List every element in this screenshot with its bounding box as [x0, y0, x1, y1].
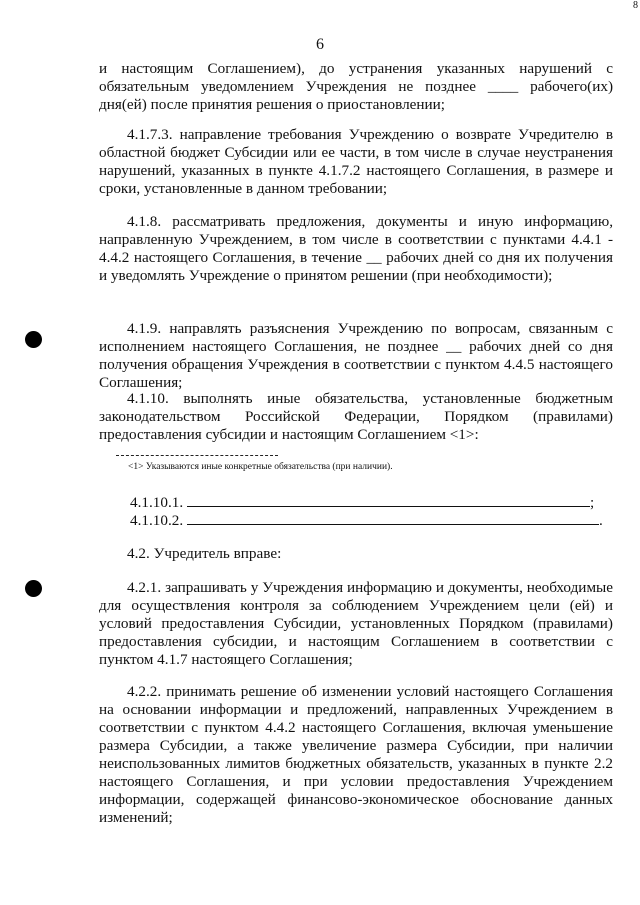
fill-blank-line [187, 512, 599, 525]
paragraph-4-2: 4.2. Учредитель вправе: [127, 545, 282, 562]
fill-item-end: . [598, 512, 603, 529]
page-number: 6 [316, 36, 324, 53]
punch-hole [25, 331, 42, 348]
paragraph-4-1-7-3: 4.1.7.3. направление требования Учреждению о возврате Учредителю в областной бюджет Субсидии или ее части, в том числе в случае неустранения нарушений, указанных в пункте 4.1.7.2 настоящего Соглашения, в размере и сроки, установленные в данном требовании; [99, 126, 613, 197]
paragraph-4-2-1: 4.2.1. запрашивать у Учреждения информацию и документы, необходимые для осуществления контроля за соблюдением Учреждением цели (ей) и условий предоставления Субсидии, установленных Порядком (правилами) предоставления субсидии, и настоящим Соглашением в соответствии с пунктом 4.1.7 настоящего Соглашения; [99, 579, 613, 668]
footnote-separator [116, 455, 278, 456]
paragraph-4-1-8: 4.1.8. рассматривать предложения, документы и иную информацию, направленную Учреждением, в том числе в соответствии с пунктами 4.4.1 - 4.4.2 настоящего Соглашения, в течение __ рабочих дней со дня их получения и уведомлять Учреждение о принятом решении (при необходимости); [99, 213, 613, 284]
fill-item [130, 512, 610, 530]
fill-item [130, 494, 610, 512]
footnote: <1> Указываются иные конкретные обязательства (при наличии). [128, 462, 393, 472]
fill-item-label: 4.1.10.1. [130, 494, 184, 511]
paragraph-continuation: и настоящим Соглашением), до устранения указанных нарушений с обязательным уведомлением Учреждения не позднее ____ рабочего(их) дня(ей) после принятия решения о приостановлении; [99, 60, 613, 113]
paragraph-4-1-10: 4.1.10. выполнять иные обязательства, установленные бюджетным законодательством Российской Федерации, Порядком (правилами) предоставления субсидии и настоящим Соглашением <1>: [99, 390, 613, 443]
paragraph-4-1-9: 4.1.9. направлять разъяснения Учреждению по вопросам, связанным с исполнением настоящего Соглашения, не позднее __ рабочих дней со дня получения обращения Учреждения в соответствии с пунктом 4.4.5 настоящего Соглашения; [99, 320, 613, 391]
fill-item-label: 4.1.10.2. [130, 512, 184, 529]
punch-hole [25, 580, 42, 597]
corner-mark: 8 [633, 0, 638, 11]
paragraph-4-2-2: 4.2.2. принимать решение об изменении условий настоящего Соглашения на основании информации и предложений, направленных Учреждением в соответствии с пунктом 4.4.2 настоящего Соглашения, включая уменьшение размера Субсидии, а также увеличение размера Субсидии, при наличии неиспользованных лимитов бюджетных обязательств, указанных в пункте 2.2 настоящего Соглашения, и при условии предоставления Учреждением информации, содержащей финансово-экономическое обоснование данных изменений; [99, 683, 613, 826]
fill-blank-line [187, 494, 590, 507]
fill-item-end: ; [589, 494, 595, 511]
